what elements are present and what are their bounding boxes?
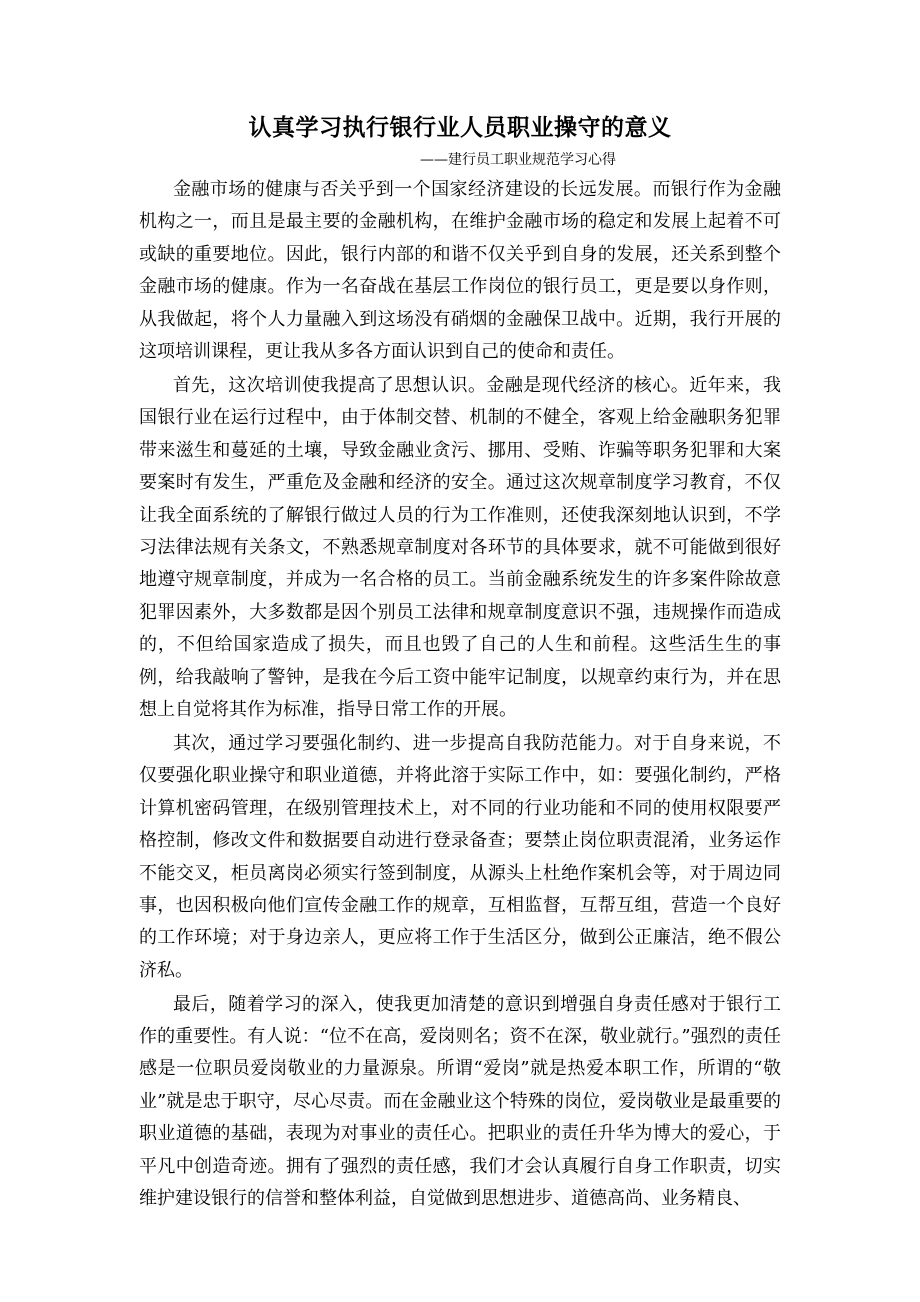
paragraph-last: 最后，随着学习的深入，使我更加清楚的意识到增强自身责任感对于银行工作的重要性。有人说：“位不在高，爱岗则名；资不在深，敬业就行。”强烈的责任感是一位职员爱岗敬业的力量源泉。所谓“爱岗”就是热爱本职工作，所谓的“敬业”就是忠于职守，尽心尽责。而在金融业这个特殊的岗位，爱岗敬业是最重要的职业道德的基础，表现为对事业的责任心。把职业的责任升华为博大的爱心，于平凡中创造奇迹。拥有了强烈的责任感，我们才会认真履行自身工作职责，切实维护建设银行的信誉和整体利益，自觉做到思想进步、道德高尚、业务精良、 — [139, 993, 781, 1210]
paragraph-second: 其次，通过学习要强化制约、进一步提高自我防范能力。对于自身来说，不仅要强化职业操守和职业道德，并将此溶于实际工作中，如：要强化制约，严格计算机密码管理，在级别管理技术上，对不同的行业功能和不同的使用权限要严格控制，修改文件和数据要自动进行登录备查；要禁止岗位职责混淆，业务运作不能交叉，柜员离岗必须实行签到制度，从源头上杜绝作案机会等，对于周边同事，也因积极向他们宣传金融工作的规章，互相监督，互帮互组，营造一个良好的工作环境；对于身边亲人，更应将工作于生活区分，做到公正廉洁，绝不假公济私。 — [139, 732, 781, 981]
paragraph-intro: 金融市场的健康与否关乎到一个国家经济建设的长远发展。而银行作为金融机构之一，而且是最主要的金融机构，在维护金融市场的稳定和发展上起着不可或缺的重要地位。因此，银行内部的和谐不仅关乎到自身的发展，还关系到整个金融市场的健康。作为一名奋战在基层工作岗位的银行员工，更是要以身作则，从我做起，将个人力量融入到这场没有硝烟的金融保卫战中。近期，我行开展的这项培训课程，更让我从多各方面认识到自己的使命和责任。 — [139, 179, 781, 363]
document-title: 认真学习执行银行业人员职业操守的意义 — [248, 115, 672, 141]
document-body — [139, 174, 781, 1217]
document-subtitle: ——建行员工职业规范学习心得 — [420, 152, 616, 168]
paragraph-first: 首先，这次培训使我提高了思想认识。金融是现代经济的核心。近年来，我国银行业在运行过程中，由于体制交替、机制的不健全，客观上给金融职务犯罪带来滋生和蔓延的土壤，导致金融业贪污、挪用、受贿、诈骗等职务犯罪和大案要案时有发生，严重危及金融和经济的安全。通过这次规章制度学习教育，不仅让我全面系统的了解银行做过人员的行为工作准则，还使我深刻地认识到，不学习法律法规有关条文，不熟悉规章制度对各环节的具体要求，就不可能做到很好地遵守规章制度，并成为一名合格的员工。当前金融系统发生的许多案件除故意犯罪因素外，大多数都是因个别员工法律和规章制度意识不强，违规操作而造成的，不但给国家造成了损失，而且也毁了自己的人生和前程。这些活生生的事例，给我敲响了警钟，是我在今后工资中能牢记制度，以规章约束行为，并在思想上自觉将其作为标准，指导日常工作的开展。 — [139, 374, 781, 720]
